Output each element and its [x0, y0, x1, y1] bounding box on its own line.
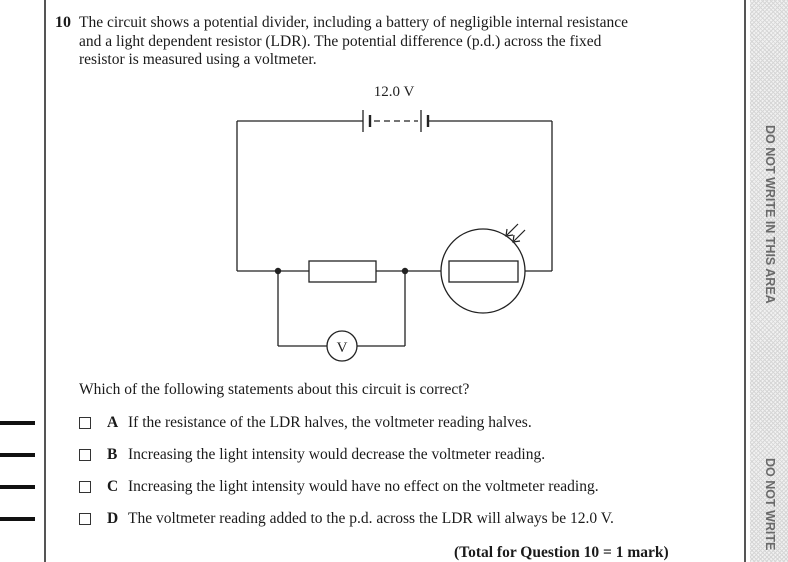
ldr-resistor	[449, 261, 518, 282]
stem-line: resistor is measured using a voltmeter.	[79, 51, 317, 68]
voltmeter-label: V	[336, 340, 348, 356]
margin-warning-2: DO NOT WRITE	[763, 458, 777, 551]
option-letter: A	[107, 414, 119, 431]
question-prompt: Which of the following statements about this circuit is correct?	[79, 381, 470, 398]
option-text: If the resistance of the LDR halves, the voltmeter reading halves.	[128, 414, 532, 431]
total-marks: (Total for Question 10 = 1 mark)	[454, 544, 669, 561]
option-marker-bar	[0, 485, 35, 489]
junction-left	[275, 268, 281, 274]
option-text: Increasing the light intensity would have no effect on the voltmeter reading.	[128, 478, 599, 495]
option-b-checkbox[interactable]	[79, 449, 91, 461]
margin-warning-1: DO NOT WRITE IN THIS AREA	[763, 125, 777, 304]
junction-right	[402, 268, 408, 274]
battery-symbol	[363, 110, 428, 132]
stem-line: The circuit shows a potential divider, including a battery of negligible internal resistance	[79, 14, 629, 31]
option-text: Increasing the light intensity would decrease the voltmeter reading.	[128, 446, 546, 463]
option-d-checkbox[interactable]	[79, 513, 91, 525]
question-number: 10	[55, 14, 71, 31]
fixed-resistor	[309, 261, 376, 282]
option-text: The voltmeter reading added to the p.d. across the LDR will always be 12.0 V.	[128, 510, 614, 527]
option-marker-bar	[0, 421, 35, 425]
option-c-checkbox[interactable]	[79, 481, 91, 493]
stem-line: and a light dependent resistor (LDR). The potential difference (p.d.) across the fixed	[79, 32, 602, 50]
option-marker-bar	[0, 453, 35, 457]
option-a-checkbox[interactable]	[79, 417, 91, 429]
option-marker-bar	[0, 517, 35, 521]
option-letter: B	[107, 446, 118, 463]
battery-label: 12.0 V	[373, 84, 415, 100]
option-letter: D	[107, 510, 119, 527]
option-letter: C	[107, 478, 119, 495]
